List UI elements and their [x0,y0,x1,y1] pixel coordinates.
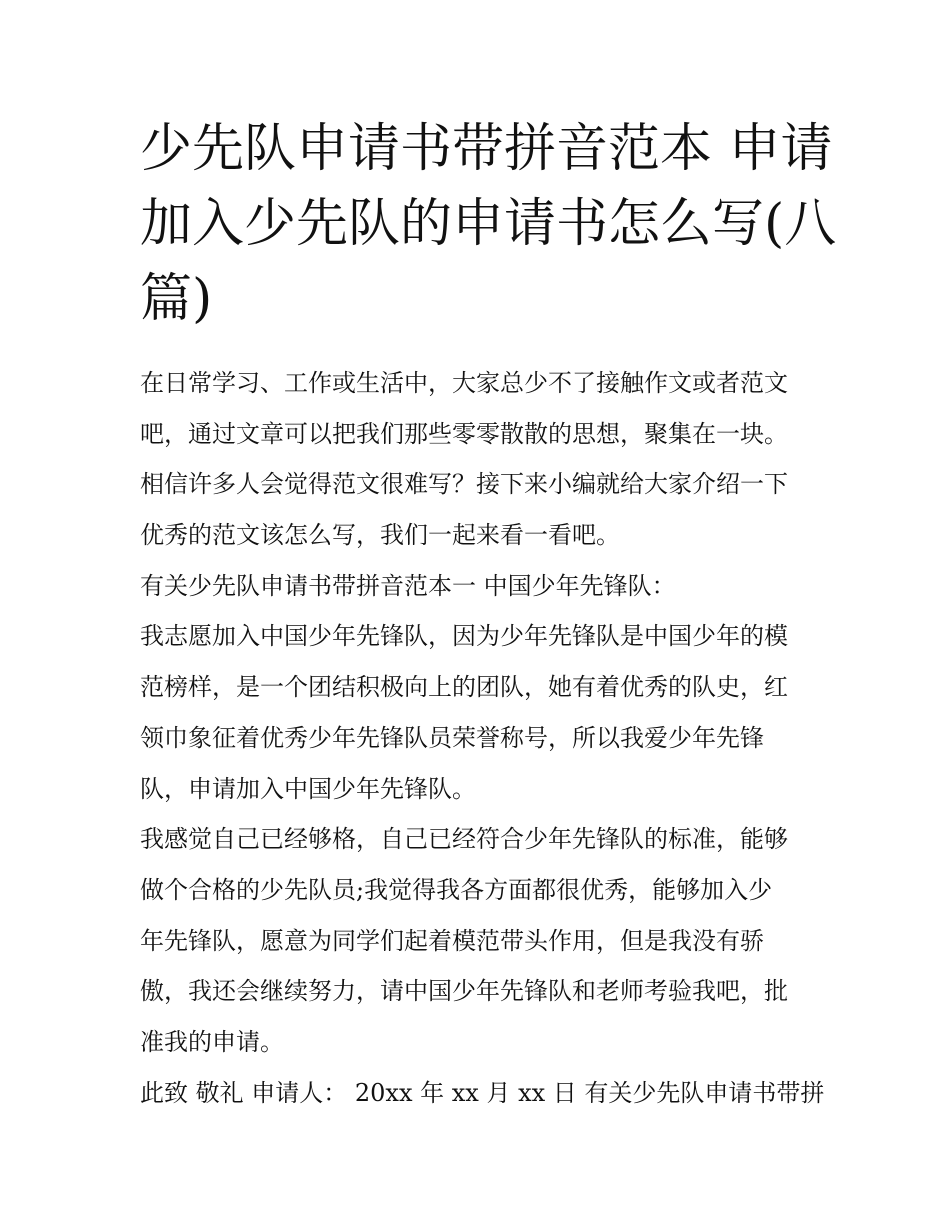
body-line: 在日常学习、工作或生活中，大家总少不了接触作文或者范文 [140,369,788,397]
title-line: 少先队申请书带拼音范本 申请 [140,119,833,179]
body-line: 此致 敬礼 申请人： 20xx 年 xx 月 xx 日 有关少先队申请书带拼 [140,1078,825,1107]
body-line: 我感觉自己已经够格，自己已经符合少年先锋队的标准，能够 [140,825,788,854]
body-line: 队，申请加入中国少年先锋队。 [140,774,476,803]
body-line: 年先锋队，愿意为同学们起着模范带头作用，但是我没有骄 [140,926,764,955]
body-line: 我志愿加入中国少年先锋队，因为少年先锋队是中国少年的模 [140,622,788,651]
body-line: 优秀的范文该怎么写，我们一起来看一看吧。 [140,521,620,550]
body-line: 傲，我还会继续努力，请中国少年先锋队和老师考验我吧，批 [140,977,788,1006]
title-line: 加入少先队的申请书怎么写(八 [140,194,837,254]
document-title [140,112,840,337]
document-body [140,358,830,1118]
body-line: 领巾象征着优秀少年先锋队员荣誉称号，所以我爱少年先锋 [140,723,764,752]
body-line: 做个合格的少先队员;我觉得我各方面都很优秀，能够加入少 [140,875,773,904]
body-line: 范榜样，是一个团结积极向上的团队，她有着优秀的队史，红 [140,673,788,702]
body-line: 相信许多人会觉得范文很难写？接下来小编就给大家介绍一下 [140,470,788,499]
body-line: 吧，通过文章可以把我们那些零零散散的思想，聚集在一块。 [140,419,788,448]
body-line: 准我的申请。 [140,1027,284,1056]
title-line: 篇) [140,269,213,329]
body-line: 有关少先队申请书带拼音范本一 中国少年先锋队： [140,571,676,600]
